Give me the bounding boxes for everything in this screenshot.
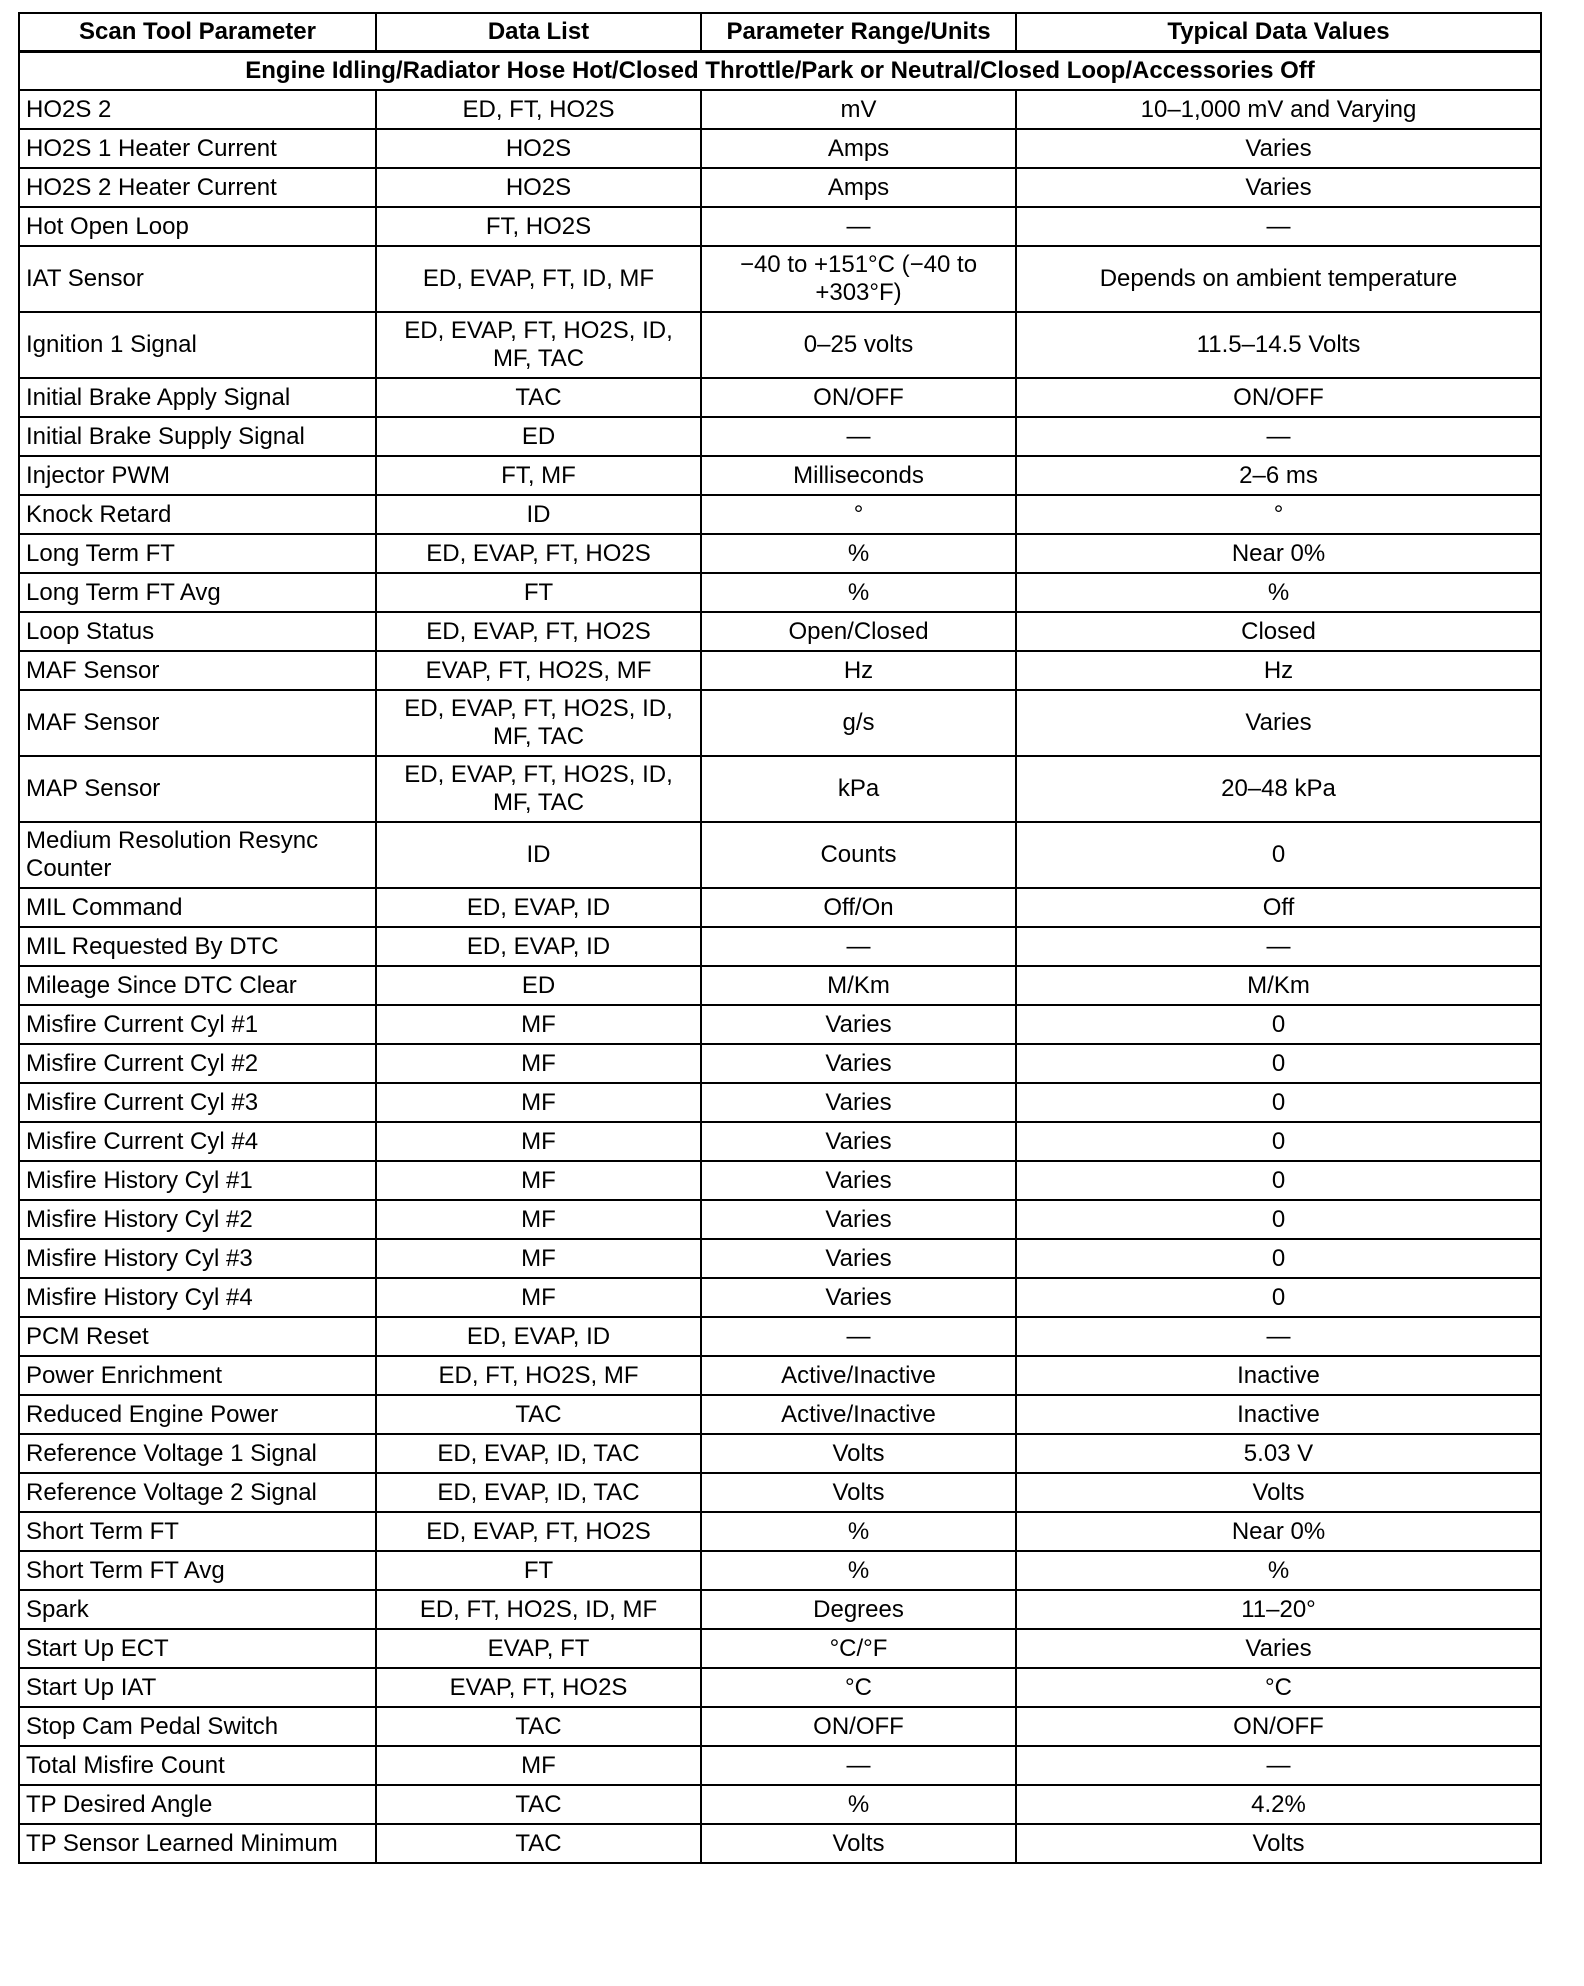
table-row <box>19 1122 1541 1161</box>
header-data-list: Data List <box>376 13 701 52</box>
cell-data-list: ED, EVAP, ID, TAC <box>376 1473 701 1512</box>
cell-parameter: Long Term FT Avg <box>19 573 376 612</box>
cell-typical-value: Near 0% <box>1016 534 1541 573</box>
table-row <box>19 495 1541 534</box>
cell-parameter: Reference Voltage 1 Signal <box>19 1434 376 1473</box>
table-row <box>19 246 1541 312</box>
cell-parameter: Misfire Current Cyl #1 <box>19 1005 376 1044</box>
cell-range-units: Varies <box>701 1278 1016 1317</box>
cell-data-list: MF <box>376 1083 701 1122</box>
table-row <box>19 1785 1541 1824</box>
cell-typical-value: Volts <box>1016 1824 1541 1863</box>
cell-typical-value: M/Km <box>1016 966 1541 1005</box>
cell-data-list: ED, FT, HO2S, MF <box>376 1356 701 1395</box>
cell-parameter: Misfire Current Cyl #3 <box>19 1083 376 1122</box>
cell-data-list: ED, FT, HO2S <box>376 90 701 129</box>
cell-data-list: MF <box>376 1239 701 1278</box>
cell-range-units: Amps <box>701 129 1016 168</box>
cell-parameter: Injector PWM <box>19 456 376 495</box>
table-row <box>19 573 1541 612</box>
cell-parameter: Misfire History Cyl #4 <box>19 1278 376 1317</box>
cell-data-list: ED, EVAP, FT, HO2S, ID, MF, TAC <box>376 690 701 756</box>
table-row <box>19 927 1541 966</box>
cell-data-list: TAC <box>376 1785 701 1824</box>
cell-parameter: Total Misfire Count <box>19 1746 376 1785</box>
cell-parameter: TP Desired Angle <box>19 1785 376 1824</box>
cell-data-list: ED, EVAP, FT, ID, MF <box>376 246 701 312</box>
cell-parameter: MAF Sensor <box>19 690 376 756</box>
cell-typical-value: % <box>1016 1551 1541 1590</box>
table-row <box>19 1356 1541 1395</box>
cell-parameter: HO2S 1 Heater Current <box>19 129 376 168</box>
table-row <box>19 1668 1541 1707</box>
cell-typical-value: Inactive <box>1016 1356 1541 1395</box>
cell-range-units: ° <box>701 495 1016 534</box>
table-row <box>19 378 1541 417</box>
cell-typical-value: ON/OFF <box>1016 1707 1541 1746</box>
cell-data-list: MF <box>376 1005 701 1044</box>
cell-range-units: Volts <box>701 1824 1016 1863</box>
cell-data-list: TAC <box>376 1395 701 1434</box>
cell-data-list: HO2S <box>376 129 701 168</box>
cell-parameter: MAP Sensor <box>19 756 376 822</box>
cell-data-list: ID <box>376 495 701 534</box>
table-row <box>19 207 1541 246</box>
cell-data-list: TAC <box>376 1824 701 1863</box>
cell-data-list: EVAP, FT <box>376 1629 701 1668</box>
cell-data-list: ED, EVAP, ID <box>376 927 701 966</box>
table-row <box>19 822 1541 888</box>
table-row <box>19 90 1541 129</box>
cell-data-list: HO2S <box>376 168 701 207</box>
cell-parameter: Reduced Engine Power <box>19 1395 376 1434</box>
cell-data-list: MF <box>376 1746 701 1785</box>
table-body <box>19 52 1541 1864</box>
cell-range-units: Counts <box>701 822 1016 888</box>
cell-typical-value: 0 <box>1016 1278 1541 1317</box>
condition-row <box>19 52 1541 91</box>
table-row <box>19 888 1541 927</box>
cell-data-list: ED, EVAP, FT, HO2S <box>376 612 701 651</box>
cell-range-units: Amps <box>701 168 1016 207</box>
cell-parameter: Start Up ECT <box>19 1629 376 1668</box>
cell-typical-value: — <box>1016 1746 1541 1785</box>
cell-typical-value: Hz <box>1016 651 1541 690</box>
table-row <box>19 1707 1541 1746</box>
cell-parameter: Short Term FT <box>19 1512 376 1551</box>
cell-data-list: ED <box>376 966 701 1005</box>
cell-range-units: °C/°F <box>701 1629 1016 1668</box>
cell-data-list: FT <box>376 1551 701 1590</box>
table-row <box>19 612 1541 651</box>
cell-typical-value: ° <box>1016 495 1541 534</box>
table-row <box>19 1590 1541 1629</box>
cell-range-units: Varies <box>701 1044 1016 1083</box>
scan-tool-data-table <box>18 12 1542 1864</box>
cell-data-list: TAC <box>376 1707 701 1746</box>
table-row <box>19 1278 1541 1317</box>
cell-typical-value: 20–48 kPa <box>1016 756 1541 822</box>
cell-data-list: MF <box>376 1161 701 1200</box>
table-row <box>19 417 1541 456</box>
header-scan-tool-parameter: Scan Tool Parameter <box>19 13 376 52</box>
cell-range-units: g/s <box>701 690 1016 756</box>
table-row <box>19 312 1541 378</box>
cell-parameter: Misfire History Cyl #2 <box>19 1200 376 1239</box>
cell-parameter: Initial Brake Supply Signal <box>19 417 376 456</box>
cell-typical-value: — <box>1016 417 1541 456</box>
cell-range-units: Varies <box>701 1239 1016 1278</box>
cell-typical-value: 11.5–14.5 Volts <box>1016 312 1541 378</box>
table-row <box>19 1512 1541 1551</box>
cell-range-units: Varies <box>701 1200 1016 1239</box>
cell-typical-value: Closed <box>1016 612 1541 651</box>
cell-data-list: ED, EVAP, FT, HO2S <box>376 534 701 573</box>
cell-typical-value: °C <box>1016 1668 1541 1707</box>
cell-range-units: Hz <box>701 651 1016 690</box>
cell-parameter: Initial Brake Apply Signal <box>19 378 376 417</box>
cell-typical-value: Varies <box>1016 690 1541 756</box>
cell-range-units: Open/Closed <box>701 612 1016 651</box>
cell-data-list: ED, FT, HO2S, ID, MF <box>376 1590 701 1629</box>
cell-typical-value: 0 <box>1016 1044 1541 1083</box>
cell-range-units: ON/OFF <box>701 1707 1016 1746</box>
cell-range-units: % <box>701 573 1016 612</box>
cell-parameter: Misfire Current Cyl #2 <box>19 1044 376 1083</box>
cell-typical-value: 0 <box>1016 1122 1541 1161</box>
cell-range-units: Milliseconds <box>701 456 1016 495</box>
table-row <box>19 1005 1541 1044</box>
cell-range-units: Active/Inactive <box>701 1356 1016 1395</box>
cell-parameter: IAT Sensor <box>19 246 376 312</box>
cell-range-units: Degrees <box>701 1590 1016 1629</box>
cell-parameter: Misfire History Cyl #3 <box>19 1239 376 1278</box>
cell-typical-value: 11–20° <box>1016 1590 1541 1629</box>
cell-range-units: — <box>701 1746 1016 1785</box>
table-row <box>19 1395 1541 1434</box>
table-row <box>19 1434 1541 1473</box>
cell-range-units: Off/On <box>701 888 1016 927</box>
cell-range-units: M/Km <box>701 966 1016 1005</box>
cell-typical-value: 0 <box>1016 1161 1541 1200</box>
cell-typical-value: % <box>1016 573 1541 612</box>
cell-range-units: — <box>701 207 1016 246</box>
cell-range-units: Volts <box>701 1473 1016 1512</box>
table-row <box>19 1239 1541 1278</box>
table-row <box>19 168 1541 207</box>
cell-parameter: Misfire Current Cyl #4 <box>19 1122 376 1161</box>
cell-parameter: Ignition 1 Signal <box>19 312 376 378</box>
table-row <box>19 1161 1541 1200</box>
table-row <box>19 756 1541 822</box>
cell-parameter: Medium Resolution Resync Counter <box>19 822 376 888</box>
cell-range-units: — <box>701 927 1016 966</box>
table-row <box>19 456 1541 495</box>
cell-data-list: MF <box>376 1278 701 1317</box>
header-parameter-range-units: Parameter Range/Units <box>701 13 1016 52</box>
cell-typical-value: Volts <box>1016 1473 1541 1512</box>
cell-parameter: Spark <box>19 1590 376 1629</box>
cell-parameter: Mileage Since DTC Clear <box>19 966 376 1005</box>
cell-typical-value: Near 0% <box>1016 1512 1541 1551</box>
cell-range-units: ON/OFF <box>701 378 1016 417</box>
cell-parameter: HO2S 2 <box>19 90 376 129</box>
cell-range-units: mV <box>701 90 1016 129</box>
cell-parameter: PCM Reset <box>19 1317 376 1356</box>
cell-data-list: ED, EVAP, FT, HO2S <box>376 1512 701 1551</box>
cell-typical-value: 4.2% <box>1016 1785 1541 1824</box>
cell-typical-value: 0 <box>1016 1083 1541 1122</box>
cell-data-list: FT, HO2S <box>376 207 701 246</box>
cell-parameter: Loop Status <box>19 612 376 651</box>
cell-data-list: MF <box>376 1044 701 1083</box>
cell-parameter: MAF Sensor <box>19 651 376 690</box>
cell-typical-value: 0 <box>1016 1200 1541 1239</box>
cell-range-units: — <box>701 417 1016 456</box>
cell-range-units: Volts <box>701 1434 1016 1473</box>
cell-range-units: 0–25 volts <box>701 312 1016 378</box>
cell-parameter: Stop Cam Pedal Switch <box>19 1707 376 1746</box>
cell-range-units: −40 to +151°C (−40 to +303°F) <box>701 246 1016 312</box>
cell-data-list: MF <box>376 1122 701 1161</box>
cell-data-list: ED <box>376 417 701 456</box>
cell-parameter: MIL Command <box>19 888 376 927</box>
cell-range-units: % <box>701 534 1016 573</box>
cell-data-list: FT, MF <box>376 456 701 495</box>
cell-range-units: Varies <box>701 1161 1016 1200</box>
table-row <box>19 1200 1541 1239</box>
cell-typical-value: Varies <box>1016 129 1541 168</box>
cell-typical-value: Off <box>1016 888 1541 927</box>
cell-typical-value: Varies <box>1016 168 1541 207</box>
table-row <box>19 534 1541 573</box>
cell-data-list: ED, EVAP, FT, HO2S, ID, MF, TAC <box>376 312 701 378</box>
table-row <box>19 690 1541 756</box>
cell-data-list: ED, EVAP, ID, TAC <box>376 1434 701 1473</box>
cell-typical-value: Depends on ambient temperature <box>1016 246 1541 312</box>
cell-range-units: kPa <box>701 756 1016 822</box>
cell-range-units: Active/Inactive <box>701 1395 1016 1434</box>
cell-typical-value: Inactive <box>1016 1395 1541 1434</box>
cell-typical-value: 0 <box>1016 1005 1541 1044</box>
operating-condition: Engine Idling/Radiator Hose Hot/Closed Throttle/Park or Neutral/Closed Loop/Accessories Off <box>19 52 1541 91</box>
cell-data-list: ED, EVAP, FT, HO2S, ID, MF, TAC <box>376 756 701 822</box>
cell-parameter: Hot Open Loop <box>19 207 376 246</box>
cell-range-units: % <box>701 1512 1016 1551</box>
cell-range-units: Varies <box>701 1122 1016 1161</box>
cell-typical-value: — <box>1016 1317 1541 1356</box>
table-row <box>19 1629 1541 1668</box>
table-row <box>19 129 1541 168</box>
cell-typical-value: — <box>1016 927 1541 966</box>
cell-data-list: FT <box>376 573 701 612</box>
cell-parameter: Short Term FT Avg <box>19 1551 376 1590</box>
cell-typical-value: Varies <box>1016 1629 1541 1668</box>
cell-data-list: TAC <box>376 378 701 417</box>
cell-range-units: % <box>701 1551 1016 1590</box>
cell-typical-value: 2–6 ms <box>1016 456 1541 495</box>
table-row <box>19 651 1541 690</box>
cell-typical-value: 5.03 V <box>1016 1434 1541 1473</box>
table-row <box>19 1473 1541 1512</box>
cell-parameter: HO2S 2 Heater Current <box>19 168 376 207</box>
table-row <box>19 1317 1541 1356</box>
header-row <box>19 13 1541 52</box>
cell-parameter: Knock Retard <box>19 495 376 534</box>
cell-parameter: Long Term FT <box>19 534 376 573</box>
cell-range-units: °C <box>701 1668 1016 1707</box>
cell-parameter: MIL Requested By DTC <box>19 927 376 966</box>
cell-data-list: MF <box>376 1200 701 1239</box>
cell-parameter: Misfire History Cyl #1 <box>19 1161 376 1200</box>
cell-parameter: Start Up IAT <box>19 1668 376 1707</box>
cell-range-units: — <box>701 1317 1016 1356</box>
cell-range-units: Varies <box>701 1083 1016 1122</box>
cell-parameter: TP Sensor Learned Minimum <box>19 1824 376 1863</box>
table-row <box>19 1746 1541 1785</box>
cell-data-list: ED, EVAP, ID <box>376 888 701 927</box>
table-row <box>19 1044 1541 1083</box>
header-typical-data-values: Typical Data Values <box>1016 13 1541 52</box>
table-row <box>19 1824 1541 1863</box>
cell-data-list: ED, EVAP, ID <box>376 1317 701 1356</box>
cell-data-list: ID <box>376 822 701 888</box>
cell-parameter: Power Enrichment <box>19 1356 376 1395</box>
table-row <box>19 1551 1541 1590</box>
cell-typical-value: — <box>1016 207 1541 246</box>
cell-data-list: EVAP, FT, HO2S <box>376 1668 701 1707</box>
cell-range-units: Varies <box>701 1005 1016 1044</box>
table-row <box>19 1083 1541 1122</box>
cell-parameter: Reference Voltage 2 Signal <box>19 1473 376 1512</box>
cell-typical-value: 0 <box>1016 822 1541 888</box>
cell-data-list: EVAP, FT, HO2S, MF <box>376 651 701 690</box>
cell-typical-value: 0 <box>1016 1239 1541 1278</box>
cell-range-units: % <box>701 1785 1016 1824</box>
cell-typical-value: ON/OFF <box>1016 378 1541 417</box>
table-row <box>19 966 1541 1005</box>
cell-typical-value: 10–1,000 mV and Varying <box>1016 90 1541 129</box>
